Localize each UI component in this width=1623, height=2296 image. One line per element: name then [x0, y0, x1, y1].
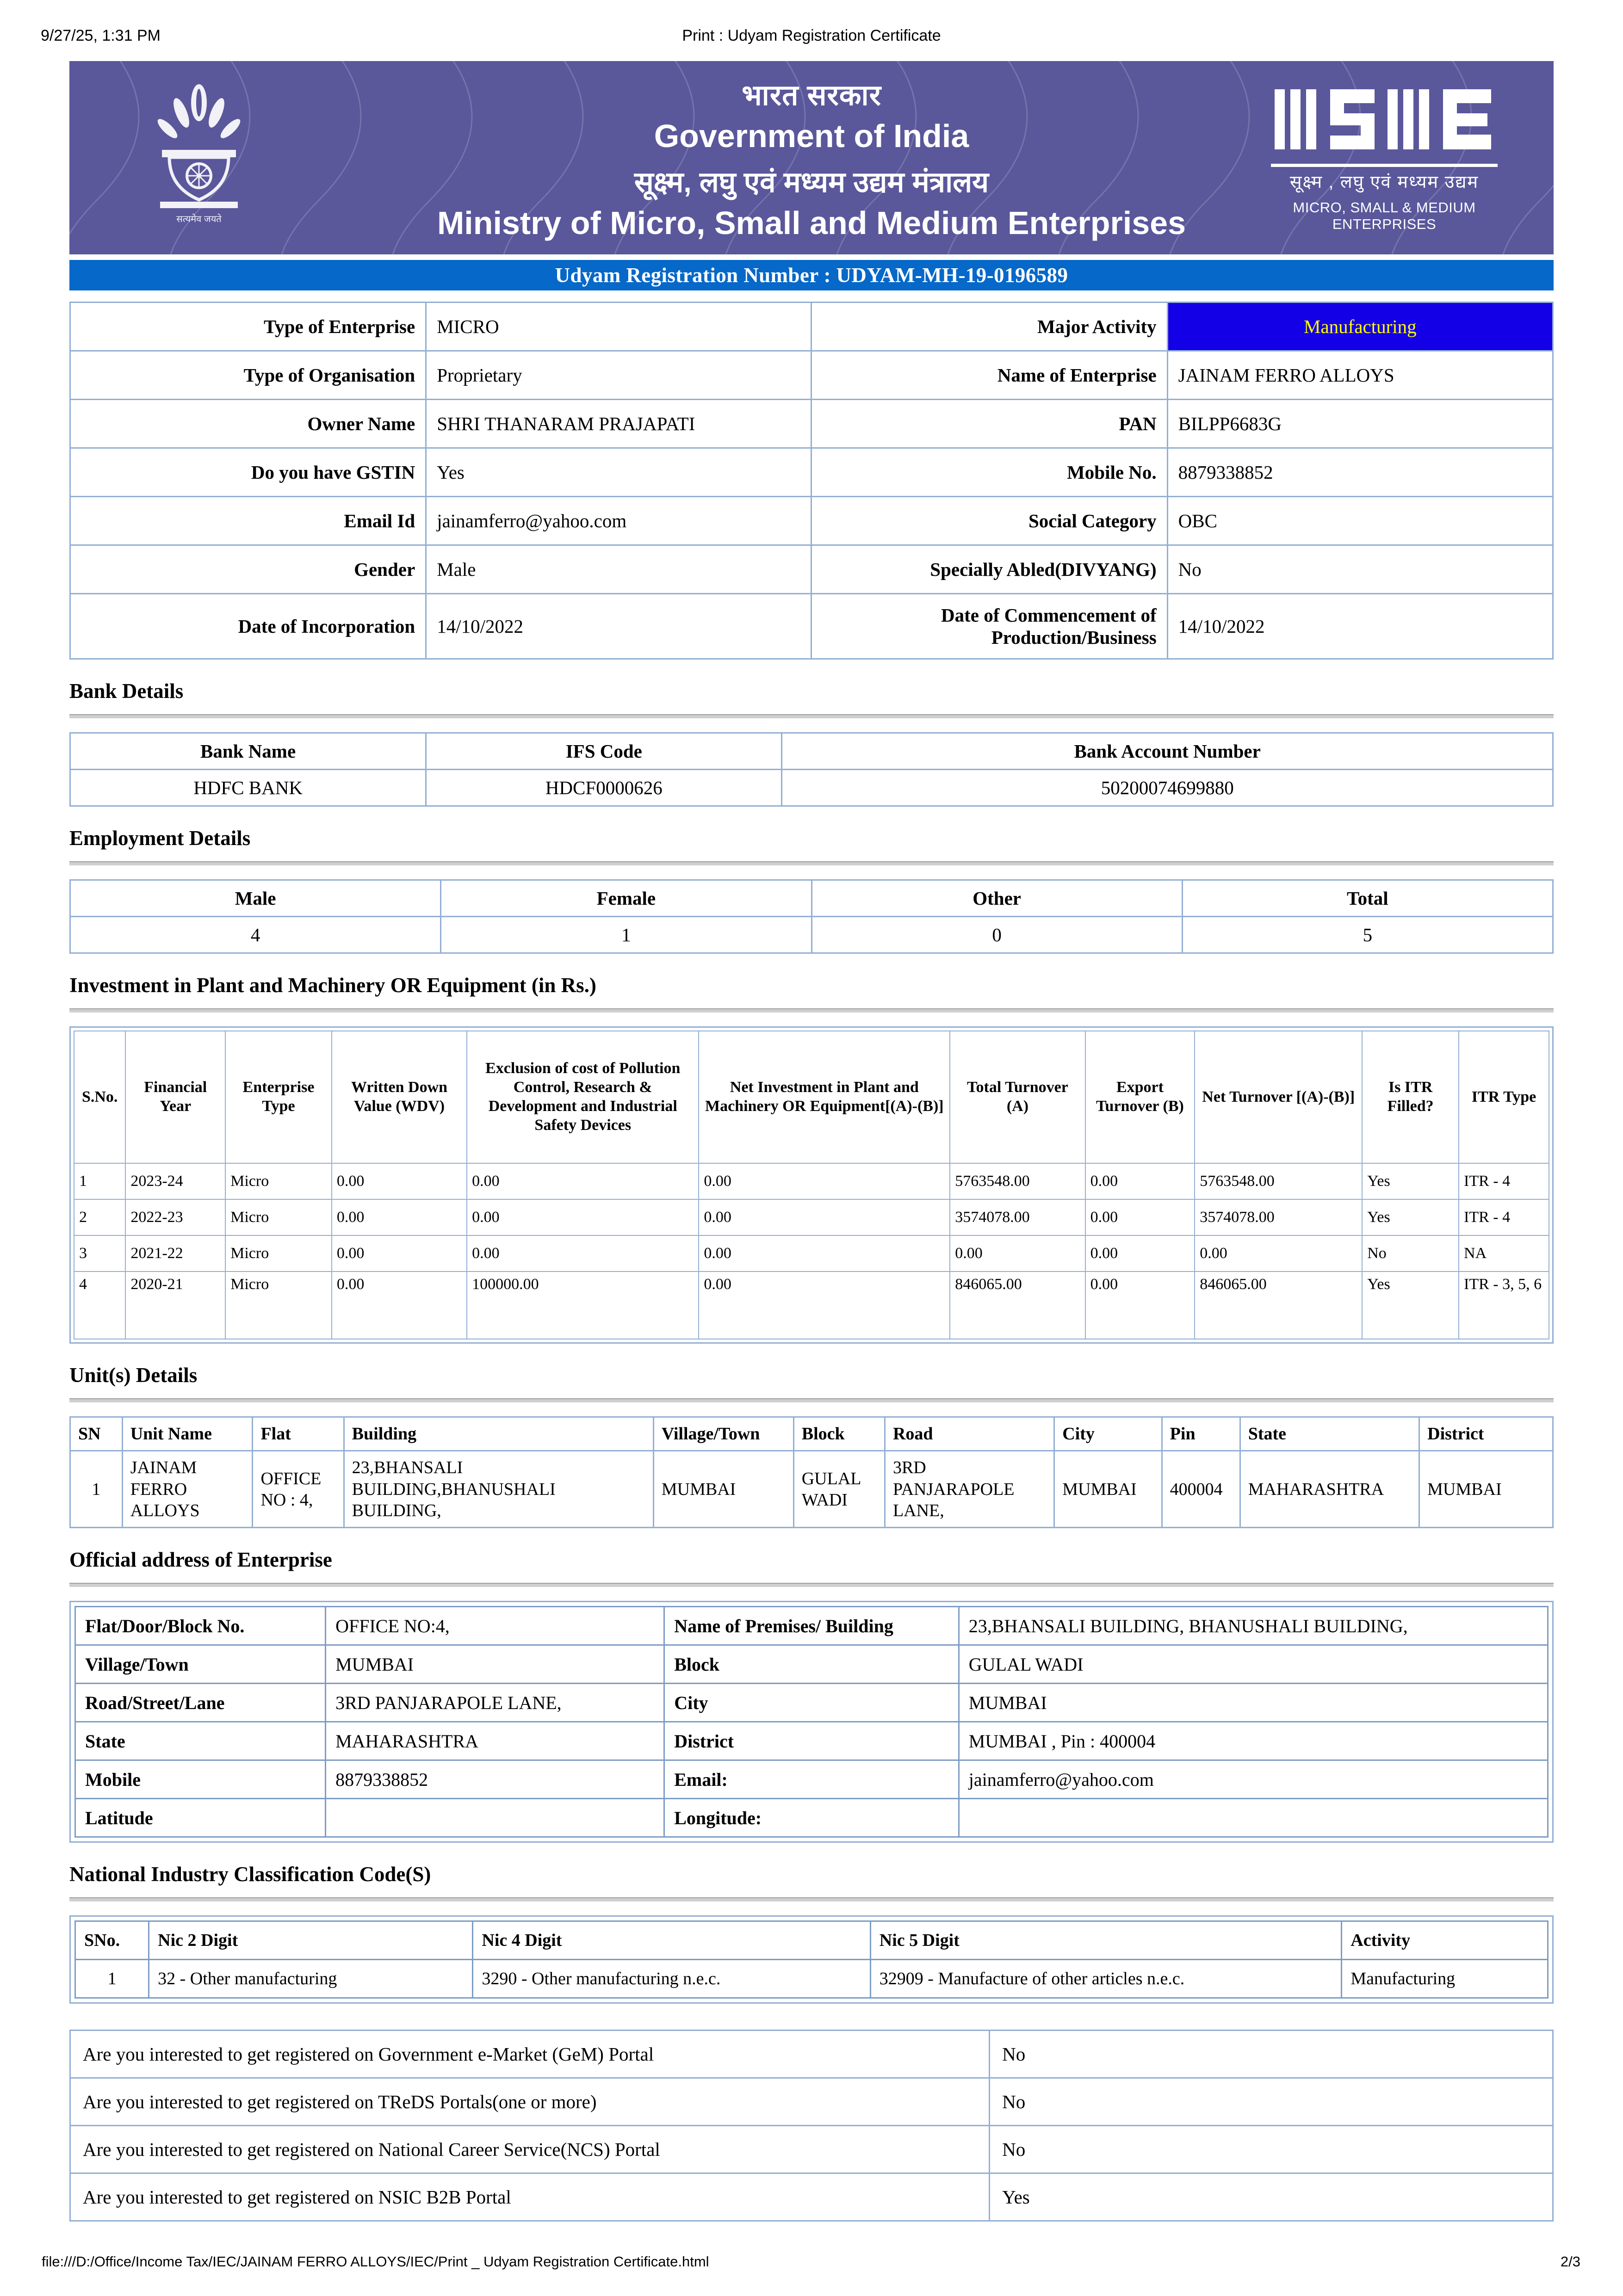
label-major-activity: Major Activity — [812, 302, 1167, 351]
official-address-table — [74, 1606, 1549, 1838]
label-block: Block — [664, 1645, 959, 1684]
value-latitude — [326, 1799, 664, 1837]
label-mobile: Mobile — [75, 1760, 326, 1799]
column-header-nic-activity: Activity — [1342, 1921, 1548, 1960]
table-header-row — [74, 1031, 1549, 1163]
column-header-written-down-value: Written Down Value (WDV) — [332, 1031, 467, 1163]
column-header-pin: Pin — [1162, 1417, 1240, 1451]
table-row — [75, 1645, 1548, 1684]
column-header-road: Road — [885, 1417, 1054, 1451]
value-date-of-incorporation: 14/10/2022 — [426, 594, 812, 659]
cell-is-itr-filled: Yes — [1362, 1199, 1459, 1235]
value-owner-name: SHRI THANARAM PRAJAPATI — [426, 400, 812, 448]
section-divider — [69, 1583, 1554, 1587]
value-mobile: 8879338852 — [326, 1760, 664, 1799]
question-gem-portal: Are you interested to get registered on Government e-Market (GeM) Portal — [70, 2031, 990, 2078]
column-header-net-investment: Net Investment in Plant and Machinery OR Equipment[(A)-(B)] — [699, 1031, 950, 1163]
ministry-banner — [69, 61, 1554, 254]
unit-details-table — [69, 1416, 1554, 1528]
cell-total-turnover: 5763548.00 — [950, 1163, 1085, 1199]
value-city: MUMBAI — [959, 1684, 1548, 1722]
table-header-row — [70, 880, 1553, 917]
table-row — [75, 1960, 1548, 1998]
cell-net-investment: 0.00 — [699, 1271, 950, 1339]
cell-net-investment: 0.00 — [699, 1163, 950, 1199]
cell-wdv: 0.00 — [332, 1163, 467, 1199]
column-header-exclusion-of-cost: Exclusion of cost of Pollution Control, Research & Development and Industrial Safety Devices — [467, 1031, 699, 1163]
column-header-is-itr-filled: Is ITR Filled? — [1362, 1031, 1459, 1163]
question-nsic-b2b-portal: Are you interested to get registered on NSIC B2B Portal — [70, 2173, 990, 2221]
cell-exclusion: 0.00 — [467, 1235, 699, 1271]
value-employment-male: 4 — [70, 917, 441, 953]
label-latitude: Latitude — [75, 1799, 326, 1837]
label-gstin: Do you have GSTIN — [70, 448, 426, 497]
cell-sno: 3 — [74, 1235, 125, 1271]
cell-net-turnover: 846065.00 — [1195, 1271, 1362, 1339]
cell-sno: 4 — [74, 1271, 125, 1339]
label-state: State — [75, 1722, 326, 1760]
banner-hindi-government: भारत सरकार — [742, 80, 881, 111]
column-header-other: Other — [812, 880, 1182, 917]
table-row — [75, 1607, 1548, 1645]
answer-nsic-b2b-portal: Yes — [990, 2173, 1553, 2221]
cell-nic-sno: 1 — [75, 1960, 149, 1998]
value-email-id: jainamferro@yahoo.com — [426, 497, 812, 545]
label-name-of-enterprise: Name of Enterprise — [812, 351, 1167, 400]
portal-questions-table — [69, 2030, 1554, 2222]
employment-details-table — [69, 879, 1554, 954]
label-date-of-incorporation: Date of Incorporation — [70, 594, 426, 659]
table-row — [70, 302, 1553, 351]
cell-itr-type: ITR - 4 — [1459, 1199, 1549, 1235]
column-header-state: State — [1240, 1417, 1419, 1451]
cell-enterprise-type: Micro — [225, 1271, 332, 1339]
table-row — [70, 400, 1553, 448]
value-flat-door-block-no: OFFICE NO:4, — [326, 1607, 664, 1645]
section-divider — [69, 1897, 1554, 1901]
cell-unit-pin: 400004 — [1162, 1451, 1240, 1528]
print-footer — [0, 2253, 1623, 2272]
cell-financial-year: 2021-22 — [125, 1235, 225, 1271]
cell-total-turnover: 3574078.00 — [950, 1199, 1085, 1235]
cell-nic-activity: Manufacturing — [1342, 1960, 1548, 1998]
investment-table — [74, 1031, 1549, 1339]
label-email-id: Email Id — [70, 497, 426, 545]
print-footer-url: file:///D:/Office/Income Tax/IEC/JAINAM FERRO ALLOYS/IEC/Print _ Udyam Registration Certificate.html — [42, 2253, 709, 2270]
label-pan: PAN — [812, 400, 1167, 448]
section-divider — [69, 861, 1554, 865]
value-email: jainamferro@yahoo.com — [959, 1760, 1548, 1799]
cell-total-turnover: 0.00 — [950, 1235, 1085, 1271]
value-name-of-premises: 23,BHANSALI BUILDING, BHANUSHALI BUILDING, — [959, 1607, 1548, 1645]
value-gender: Male — [426, 545, 812, 594]
certificate-body — [69, 61, 1554, 2222]
table-row — [70, 1451, 1553, 1528]
cell-unit-building: 23,BHANSALI BUILDING,BHANUSHALI BUILDING, — [344, 1451, 653, 1528]
column-header-financial-year: Financial Year — [125, 1031, 225, 1163]
value-type-of-enterprise: MICRO — [426, 302, 812, 351]
column-header-itr-type: ITR Type — [1459, 1031, 1549, 1163]
column-header-net-turnover: Net Turnover [(A)-(B)] — [1195, 1031, 1362, 1163]
table-row — [75, 1799, 1548, 1837]
column-header-total: Total — [1182, 880, 1553, 917]
column-header-sno: S.No. — [74, 1031, 125, 1163]
cell-export-turnover: 0.00 — [1085, 1235, 1195, 1271]
label-type-of-enterprise: Type of Enterprise — [70, 302, 426, 351]
column-header-total-turnover: Total Turnover (A) — [950, 1031, 1085, 1163]
banner-english-government: Government of India — [654, 118, 969, 154]
cell-nic-4-digit: 3290 - Other manufacturing n.e.c. — [473, 1960, 870, 1998]
table-row — [70, 351, 1553, 400]
msme-logo-divider — [1271, 164, 1498, 167]
cell-itr-type: NA — [1459, 1235, 1549, 1271]
investment-table-wrapper — [69, 1026, 1554, 1344]
cell-nic-5-digit: 32909 - Manufacture of other articles n.e.c. — [870, 1960, 1342, 1998]
value-road-street-lane: 3RD PANJARAPOLE LANE, — [326, 1684, 664, 1722]
table-row — [70, 545, 1553, 594]
column-header-block: Block — [793, 1417, 885, 1451]
section-heading-nic: National Industry Classification Code(S) — [69, 1863, 431, 1886]
cell-export-turnover: 0.00 — [1085, 1271, 1195, 1339]
cell-sno: 1 — [74, 1163, 125, 1199]
label-specially-abled: Specially Abled(DIVYANG) — [812, 545, 1167, 594]
section-divider — [69, 1398, 1554, 1402]
print-header — [0, 27, 1623, 45]
value-social-category: OBC — [1167, 497, 1553, 545]
label-type-of-organisation: Type of Organisation — [70, 351, 426, 400]
value-employment-female: 1 — [441, 917, 812, 953]
value-district: MUMBAI , Pin : 400004 — [959, 1722, 1548, 1760]
table-row — [75, 1722, 1548, 1760]
cell-is-itr-filled: No — [1362, 1235, 1459, 1271]
column-header-building: Building — [344, 1417, 653, 1451]
table-row — [75, 1760, 1548, 1799]
section-heading-employment-details: Employment Details — [69, 827, 251, 850]
cell-export-turnover: 0.00 — [1085, 1163, 1195, 1199]
value-employment-total: 5 — [1182, 917, 1553, 953]
table-row — [70, 2126, 1553, 2173]
table-row — [70, 497, 1553, 545]
value-date-of-commencement: 14/10/2022 — [1167, 594, 1553, 659]
label-flat-door-block-no: Flat/Door/Block No. — [75, 1607, 326, 1645]
label-road-street-lane: Road/Street/Lane — [75, 1684, 326, 1722]
section-heading-investment: Investment in Plant and Machinery OR Equipment (in Rs.) — [69, 974, 596, 997]
msme-logo-mark-icon — [1271, 86, 1498, 156]
table-row — [70, 448, 1553, 497]
label-longitude: Longitude: — [664, 1799, 959, 1837]
column-header-flat: Flat — [253, 1417, 344, 1451]
answer-treds-portal: No — [990, 2078, 1553, 2126]
question-treds-portal: Are you interested to get registered on TReDS Portals(one or more) — [70, 2078, 990, 2126]
label-social-category: Social Category — [812, 497, 1167, 545]
cell-exclusion: 100000.00 — [467, 1271, 699, 1339]
table-header-row — [70, 733, 1553, 770]
table-row — [74, 1163, 1549, 1199]
cell-is-itr-filled: Yes — [1362, 1163, 1459, 1199]
label-name-of-premises: Name of Premises/ Building — [664, 1607, 959, 1645]
column-header-village-town: Village/Town — [653, 1417, 793, 1451]
table-row — [70, 917, 1553, 953]
table-row — [74, 1235, 1549, 1271]
section-heading-bank-details: Bank Details — [69, 679, 184, 703]
value-ifs-code: HDCF0000626 — [426, 770, 782, 806]
cell-unit-flat: OFFICE NO : 4, — [253, 1451, 344, 1528]
label-mobile-no: Mobile No. — [812, 448, 1167, 497]
column-header-bank-name: Bank Name — [70, 733, 426, 770]
value-longitude — [959, 1799, 1548, 1837]
column-header-enterprise-type: Enterprise Type — [225, 1031, 332, 1163]
msme-logo-hindi: सूक्ष्म , लघु एवं मध्यम उद्यम — [1289, 173, 1479, 192]
label-gender: Gender — [70, 545, 426, 594]
section-divider — [69, 1008, 1554, 1012]
value-mobile-no: 8879338852 — [1167, 448, 1553, 497]
table-row — [75, 1684, 1548, 1722]
value-state: MAHARASHTRA — [326, 1722, 664, 1760]
table-row — [70, 2078, 1553, 2126]
value-bank-name: HDFC BANK — [70, 770, 426, 806]
column-header-ifs-code: IFS Code — [426, 733, 782, 770]
cell-unit-village-town: MUMBAI — [653, 1451, 793, 1528]
value-name-of-enterprise: JAINAM FERRO ALLOYS — [1167, 351, 1553, 400]
cell-exclusion: 0.00 — [467, 1163, 699, 1199]
table-header-row — [70, 1417, 1553, 1451]
value-gstin: Yes — [426, 448, 812, 497]
cell-financial-year: 2023-24 — [125, 1163, 225, 1199]
table-row — [74, 1271, 1549, 1339]
column-header-male: Male — [70, 880, 441, 917]
nic-table-wrapper — [69, 1915, 1554, 2004]
table-row — [70, 770, 1553, 806]
section-heading-official-address: Official address of Enterprise — [69, 1548, 332, 1572]
value-village-town: MUMBAI — [326, 1645, 664, 1684]
cell-wdv: 0.00 — [332, 1271, 467, 1339]
nic-codes-table — [74, 1920, 1549, 1999]
banner-hindi-ministry: सूक्ष्म, लघु एवं मध्यम उद्यम मंत्रालय — [634, 166, 989, 198]
value-employment-other: 0 — [812, 917, 1182, 953]
cell-exclusion: 0.00 — [467, 1199, 699, 1235]
column-header-nic-sno: SNo. — [75, 1921, 149, 1960]
answer-ncs-portal: No — [990, 2126, 1553, 2173]
msme-logo — [1255, 86, 1514, 233]
column-header-city: City — [1054, 1417, 1162, 1451]
cell-itr-type: ITR - 3, 5, 6 — [1459, 1271, 1549, 1339]
cell-is-itr-filled: Yes — [1362, 1271, 1459, 1339]
label-date-of-commencement: Date of Commencement of Production/Business — [812, 594, 1167, 659]
column-header-nic-4-digit: Nic 4 Digit — [473, 1921, 870, 1960]
table-row — [70, 2173, 1553, 2221]
print-datetime: 9/27/25, 1:31 PM — [41, 27, 161, 44]
svg-text:सत्यमेव जयते: सत्यमेव जयते — [176, 214, 222, 224]
official-address-wrapper — [69, 1601, 1554, 1843]
cell-nic-2-digit: 32 - Other manufacturing — [149, 1960, 473, 1998]
cell-net-turnover: 0.00 — [1195, 1235, 1362, 1271]
column-header-female: Female — [441, 880, 812, 917]
bank-details-table — [69, 732, 1554, 807]
banner-english-ministry: Ministry of Micro, Small and Medium Enterprises — [437, 205, 1186, 241]
cell-net-turnover: 3574078.00 — [1195, 1199, 1362, 1235]
cell-total-turnover: 846065.00 — [950, 1271, 1085, 1339]
cell-financial-year: 2022-23 — [125, 1199, 225, 1235]
value-major-activity: Manufacturing — [1167, 302, 1553, 351]
column-header-bank-account-number: Bank Account Number — [782, 733, 1553, 770]
answer-gem-portal: No — [990, 2031, 1553, 2078]
column-header-export-turnover: Export Turnover (B) — [1085, 1031, 1195, 1163]
print-footer-page-number: 2/3 — [1560, 2253, 1580, 2270]
cell-unit-road: 3RD PANJARAPOLE LANE, — [885, 1451, 1054, 1528]
cell-unit-sn: 1 — [70, 1451, 123, 1528]
cell-net-investment: 0.00 — [699, 1199, 950, 1235]
question-ncs-portal: Are you interested to get registered on National Career Service(NCS) Portal — [70, 2126, 990, 2173]
value-type-of-organisation: Proprietary — [426, 351, 812, 400]
table-row — [74, 1199, 1549, 1235]
table-header-row — [75, 1921, 1548, 1960]
cell-unit-block: GULAL WADI — [793, 1451, 885, 1528]
cell-enterprise-type: Micro — [225, 1163, 332, 1199]
enterprise-details-table — [69, 302, 1554, 660]
table-row — [70, 594, 1553, 659]
label-village-town: Village/Town — [75, 1645, 326, 1684]
cell-net-investment: 0.00 — [699, 1235, 950, 1271]
cell-wdv: 0.00 — [332, 1199, 467, 1235]
cell-unit-district: MUMBAI — [1419, 1451, 1553, 1528]
section-heading-units: Unit(s) Details — [69, 1364, 198, 1387]
cell-itr-type: ITR - 4 — [1459, 1163, 1549, 1199]
cell-sno: 2 — [74, 1199, 125, 1235]
section-divider — [69, 714, 1554, 718]
value-specially-abled: No — [1167, 545, 1553, 594]
cell-export-turnover: 0.00 — [1085, 1199, 1195, 1235]
cell-unit-name: JAINAM FERRO ALLOYS — [122, 1451, 253, 1528]
value-pan: BILPP6683G — [1167, 400, 1553, 448]
label-owner-name: Owner Name — [70, 400, 426, 448]
cell-financial-year: 2020-21 — [125, 1271, 225, 1339]
value-block: GULAL WADI — [959, 1645, 1548, 1684]
label-district: District — [664, 1722, 959, 1760]
udyam-registration-number-bar: Udyam Registration Number : UDYAM-MH-19-0196589 — [69, 260, 1554, 290]
column-header-unit-name: Unit Name — [122, 1417, 253, 1451]
cell-enterprise-type: Micro — [225, 1235, 332, 1271]
msme-logo-english: MICRO, SMALL & MEDIUM ENTERPRISES — [1293, 199, 1476, 232]
column-header-nic-5-digit: Nic 5 Digit — [870, 1921, 1342, 1960]
value-bank-account-number: 50200074699880 — [782, 770, 1553, 806]
column-header-nic-2-digit: Nic 2 Digit — [149, 1921, 473, 1960]
label-email: Email: — [664, 1760, 959, 1799]
print-doc-title: Print : Udyam Registration Certificate — [682, 27, 941, 44]
column-header-sn: SN — [70, 1417, 123, 1451]
cell-net-turnover: 5763548.00 — [1195, 1163, 1362, 1199]
column-header-district: District — [1419, 1417, 1553, 1451]
label-city: City — [664, 1684, 959, 1722]
cell-unit-city: MUMBAI — [1054, 1451, 1162, 1528]
table-row — [70, 2031, 1553, 2078]
cell-wdv: 0.00 — [332, 1235, 467, 1271]
cell-unit-state: MAHARASHTRA — [1240, 1451, 1419, 1528]
cell-enterprise-type: Micro — [225, 1199, 332, 1235]
